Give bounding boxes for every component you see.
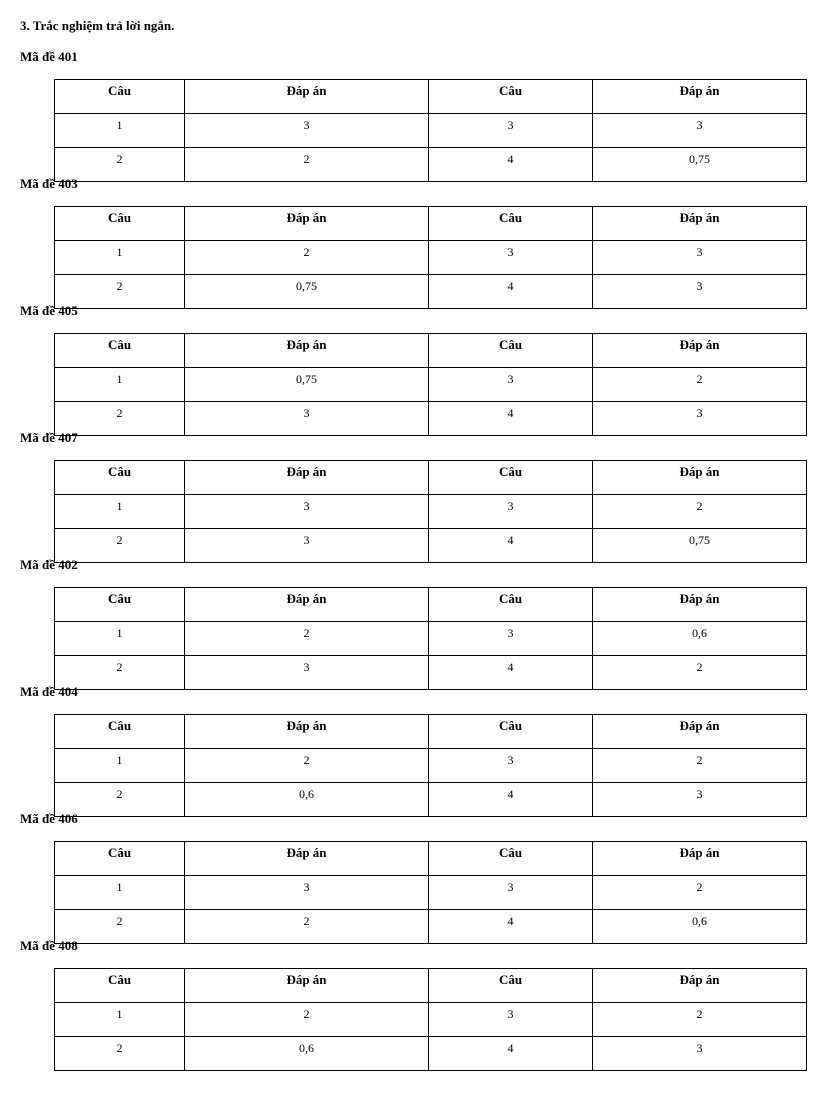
question-number-cell: 2	[55, 1037, 185, 1071]
question-number-cell: 3	[429, 368, 593, 402]
question-number-cell: 3	[429, 622, 593, 656]
answer-cell: 3	[593, 114, 807, 148]
header-question: Câu	[55, 461, 185, 495]
table-header-row	[55, 969, 807, 1003]
exam-code-label: Mã đề 404	[20, 684, 78, 699]
answer-cell: 0,75	[593, 529, 807, 563]
table-row	[55, 749, 807, 783]
answer-table	[54, 460, 807, 563]
question-number-cell: 2	[55, 275, 185, 309]
answer-cell: 3	[593, 1037, 807, 1071]
answer-table	[54, 968, 807, 1071]
header-answer: Đáp án	[185, 969, 429, 1003]
answer-cell: 2	[185, 1003, 429, 1037]
answer-cell: 3	[593, 783, 807, 817]
table-row	[55, 1003, 807, 1037]
header-answer: Đáp án	[185, 715, 429, 749]
answer-cell: 3	[185, 656, 429, 690]
answer-cell: 2	[185, 622, 429, 656]
header-answer: Đáp án	[185, 461, 429, 495]
header-question: Câu	[429, 334, 593, 368]
question-number-cell: 4	[429, 275, 593, 309]
answer-cell: 3	[185, 876, 429, 910]
table-row	[55, 1037, 807, 1071]
answer-cell: 2	[593, 495, 807, 529]
table-row	[55, 402, 807, 436]
table-header-row	[55, 842, 807, 876]
table-row	[55, 656, 807, 690]
table-row	[55, 114, 807, 148]
answer-cell: 0,6	[185, 1037, 429, 1071]
header-answer: Đáp án	[593, 715, 807, 749]
answer-cell: 2	[593, 368, 807, 402]
exam-code-label: Mã đề 403	[20, 176, 78, 191]
answer-cell: 3	[185, 495, 429, 529]
table-header-row	[55, 461, 807, 495]
answer-table	[54, 206, 807, 309]
header-answer: Đáp án	[185, 588, 429, 622]
question-number-cell: 2	[55, 529, 185, 563]
header-answer: Đáp án	[593, 842, 807, 876]
table-row	[55, 148, 807, 182]
question-number-cell: 1	[55, 495, 185, 529]
answer-table	[54, 79, 807, 182]
answer-cell: 0,75	[185, 275, 429, 309]
header-answer: Đáp án	[593, 80, 807, 114]
question-number-cell: 4	[429, 1037, 593, 1071]
answer-table	[54, 333, 807, 436]
answer-cell: 0,6	[185, 783, 429, 817]
answer-cell: 3	[185, 529, 429, 563]
table-row	[55, 275, 807, 309]
header-answer: Đáp án	[185, 207, 429, 241]
header-answer: Đáp án	[593, 461, 807, 495]
table-row	[55, 529, 807, 563]
question-number-cell: 4	[429, 656, 593, 690]
question-number-cell: 2	[55, 656, 185, 690]
question-number-cell: 4	[429, 910, 593, 944]
answer-cell: 3	[593, 402, 807, 436]
table-header-row	[55, 588, 807, 622]
answer-cell: 2	[593, 749, 807, 783]
exam-code-label: Mã đề 401	[20, 49, 78, 64]
question-number-cell: 3	[429, 876, 593, 910]
answer-table	[54, 587, 807, 690]
answer-cell: 2	[593, 1003, 807, 1037]
table-row	[55, 368, 807, 402]
exam-code-label: Mã đề 405	[20, 303, 78, 318]
answer-cell: 3	[185, 402, 429, 436]
question-number-cell: 4	[429, 148, 593, 182]
header-question: Câu	[429, 588, 593, 622]
answer-cell: 2	[593, 876, 807, 910]
question-number-cell: 3	[429, 114, 593, 148]
question-number-cell: 1	[55, 114, 185, 148]
header-question: Câu	[429, 969, 593, 1003]
answer-table	[54, 841, 807, 944]
question-number-cell: 2	[55, 910, 185, 944]
header-question: Câu	[55, 969, 185, 1003]
question-number-cell: 1	[55, 368, 185, 402]
header-question: Câu	[429, 461, 593, 495]
answer-table	[54, 714, 807, 817]
header-answer: Đáp án	[593, 334, 807, 368]
question-number-cell: 3	[429, 749, 593, 783]
answer-cell: 2	[185, 241, 429, 275]
table-row	[55, 622, 807, 656]
header-answer: Đáp án	[185, 334, 429, 368]
header-answer: Đáp án	[593, 207, 807, 241]
table-row	[55, 783, 807, 817]
header-question: Câu	[55, 207, 185, 241]
header-question: Câu	[55, 588, 185, 622]
question-number-cell: 1	[55, 241, 185, 275]
question-number-cell: 4	[429, 783, 593, 817]
table-row	[55, 910, 807, 944]
answer-cell: 2	[593, 656, 807, 690]
answer-cell: 0,6	[593, 910, 807, 944]
header-question: Câu	[429, 207, 593, 241]
answer-cell: 2	[185, 148, 429, 182]
table-row	[55, 876, 807, 910]
table-header-row	[55, 334, 807, 368]
table-row	[55, 495, 807, 529]
question-number-cell: 1	[55, 1003, 185, 1037]
exam-code-label: Mã đề 407	[20, 430, 78, 445]
exam-code-label: Mã đề 402	[20, 557, 78, 572]
question-number-cell: 1	[55, 876, 185, 910]
answer-cell: 3	[185, 114, 429, 148]
header-question: Câu	[429, 715, 593, 749]
question-number-cell: 2	[55, 148, 185, 182]
question-number-cell: 2	[55, 402, 185, 436]
header-question: Câu	[429, 80, 593, 114]
header-question: Câu	[429, 842, 593, 876]
question-number-cell: 4	[429, 529, 593, 563]
header-answer: Đáp án	[185, 842, 429, 876]
header-answer: Đáp án	[593, 588, 807, 622]
header-answer: Đáp án	[185, 80, 429, 114]
question-number-cell: 2	[55, 783, 185, 817]
header-question: Câu	[55, 334, 185, 368]
section-heading: 3. Trắc nghiệm trả lời ngắn.	[20, 18, 175, 33]
question-number-cell: 3	[429, 495, 593, 529]
question-number-cell: 4	[429, 402, 593, 436]
answer-cell: 0,75	[185, 368, 429, 402]
answer-cell: 2	[185, 749, 429, 783]
question-number-cell: 3	[429, 241, 593, 275]
header-question: Câu	[55, 80, 185, 114]
header-question: Câu	[55, 842, 185, 876]
exam-code-label: Mã đề 408	[20, 938, 78, 953]
question-number-cell: 1	[55, 749, 185, 783]
answer-cell: 0,6	[593, 622, 807, 656]
header-question: Câu	[55, 715, 185, 749]
answer-cell: 0,75	[593, 148, 807, 182]
table-header-row	[55, 207, 807, 241]
table-header-row	[55, 80, 807, 114]
header-answer: Đáp án	[593, 969, 807, 1003]
table-row	[55, 241, 807, 275]
answer-cell: 3	[593, 275, 807, 309]
question-number-cell: 1	[55, 622, 185, 656]
exam-code-label: Mã đề 406	[20, 811, 78, 826]
answer-cell: 3	[593, 241, 807, 275]
question-number-cell: 3	[429, 1003, 593, 1037]
table-header-row	[55, 715, 807, 749]
answer-cell: 2	[185, 910, 429, 944]
